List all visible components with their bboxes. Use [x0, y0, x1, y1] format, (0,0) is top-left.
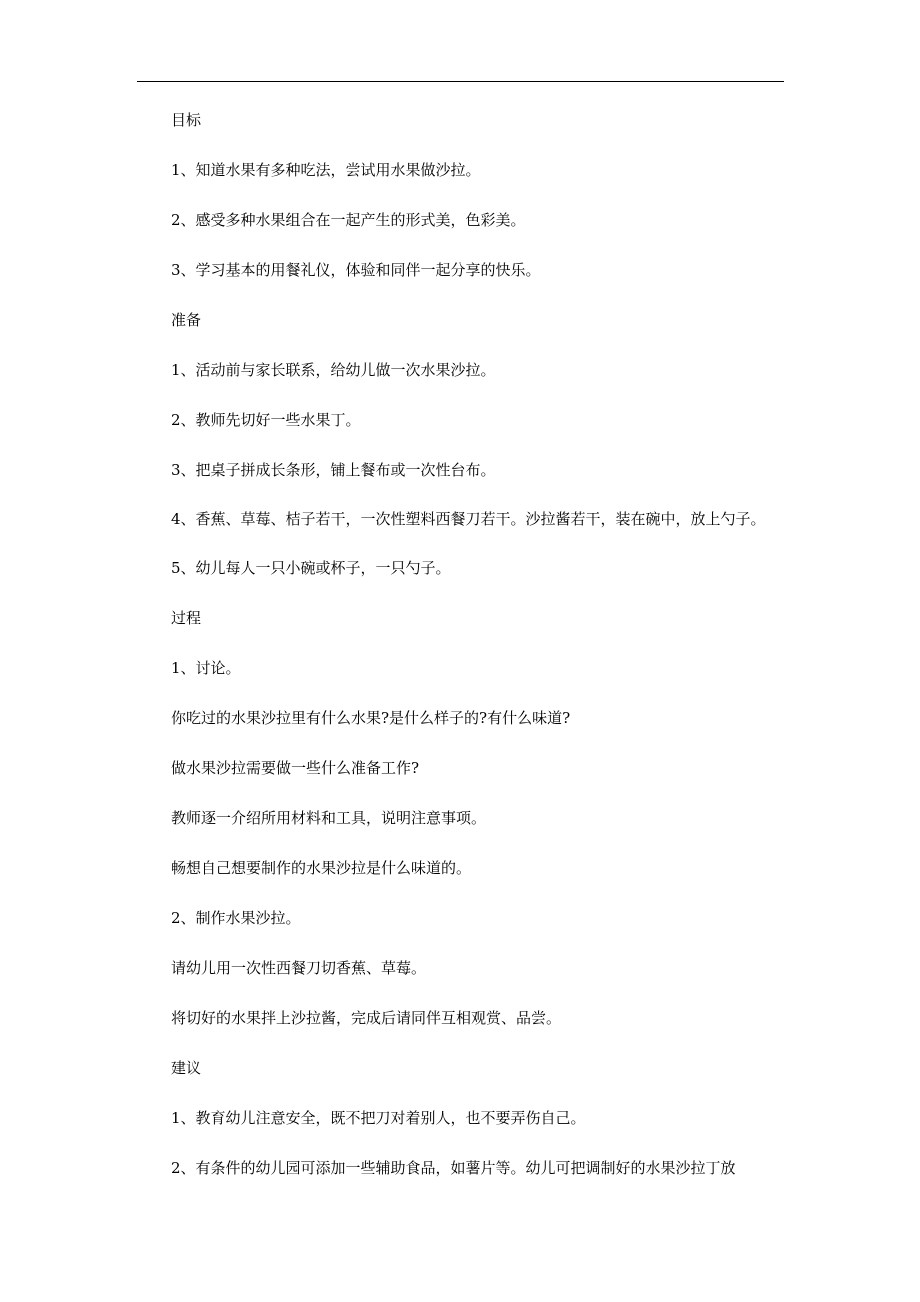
paragraph: 4、香蕉、草莓、桔子若干，一次性塑料西餐刀若干。沙拉酱若干，装在碗中，放上勺子。	[171, 510, 766, 528]
section-heading-goals: 目标	[171, 111, 202, 129]
paragraph: 将切好的水果拌上沙拉酱，完成后请同伴互相观赏、品尝。	[171, 1009, 562, 1027]
paragraph: 1、教育幼儿注意安全，既不把刀对着别人，也不要弄伤自己。	[171, 1109, 586, 1127]
paragraph: 2、教师先切好一些水果丁。	[171, 411, 361, 429]
paragraph: 3、学习基本的用餐礼仪，体验和同伴一起分享的快乐。	[171, 261, 541, 279]
paragraph: 做水果沙拉需要做一些什么准备工作?	[171, 759, 420, 777]
paragraph: 教师逐一介绍所用材料和工具，说明注意事项。	[171, 809, 487, 827]
paragraph: 2、制作水果沙拉。	[171, 909, 301, 927]
paragraph: 1、活动前与家长联系，给幼儿做一次水果沙拉。	[171, 361, 496, 379]
section-heading-process: 过程	[171, 609, 202, 627]
document-body	[137, 108, 784, 1206]
paragraph: 5、幼儿每人一只小碗或杯子，一只勺子。	[171, 559, 451, 577]
paragraph: 请幼儿用一次性西餐刀切香蕉、草莓。	[171, 959, 427, 977]
section-heading-suggestions: 建议	[171, 1059, 202, 1077]
paragraph: 3、把桌子拼成长条形，铺上餐布或一次性台布。	[171, 461, 496, 479]
paragraph: 畅想自己想要制作的水果沙拉是什么味道的。	[171, 859, 472, 877]
header-rule	[137, 81, 784, 82]
paragraph: 2、感受多种水果组合在一起产生的形式美，色彩美。	[171, 211, 526, 229]
paragraph: 1、知道水果有多种吃法，尝试用水果做沙拉。	[171, 161, 481, 179]
paragraph: 2、有条件的幼儿园可添加一些辅助食品，如薯片等。幼儿可把调制好的水果沙拉丁放	[171, 1159, 736, 1177]
paragraph: 你吃过的水果沙拉里有什么水果?是什么样子的?有什么味道?	[171, 709, 571, 727]
section-heading-preparation: 准备	[171, 311, 202, 329]
paragraph: 1、讨论。	[171, 659, 241, 677]
